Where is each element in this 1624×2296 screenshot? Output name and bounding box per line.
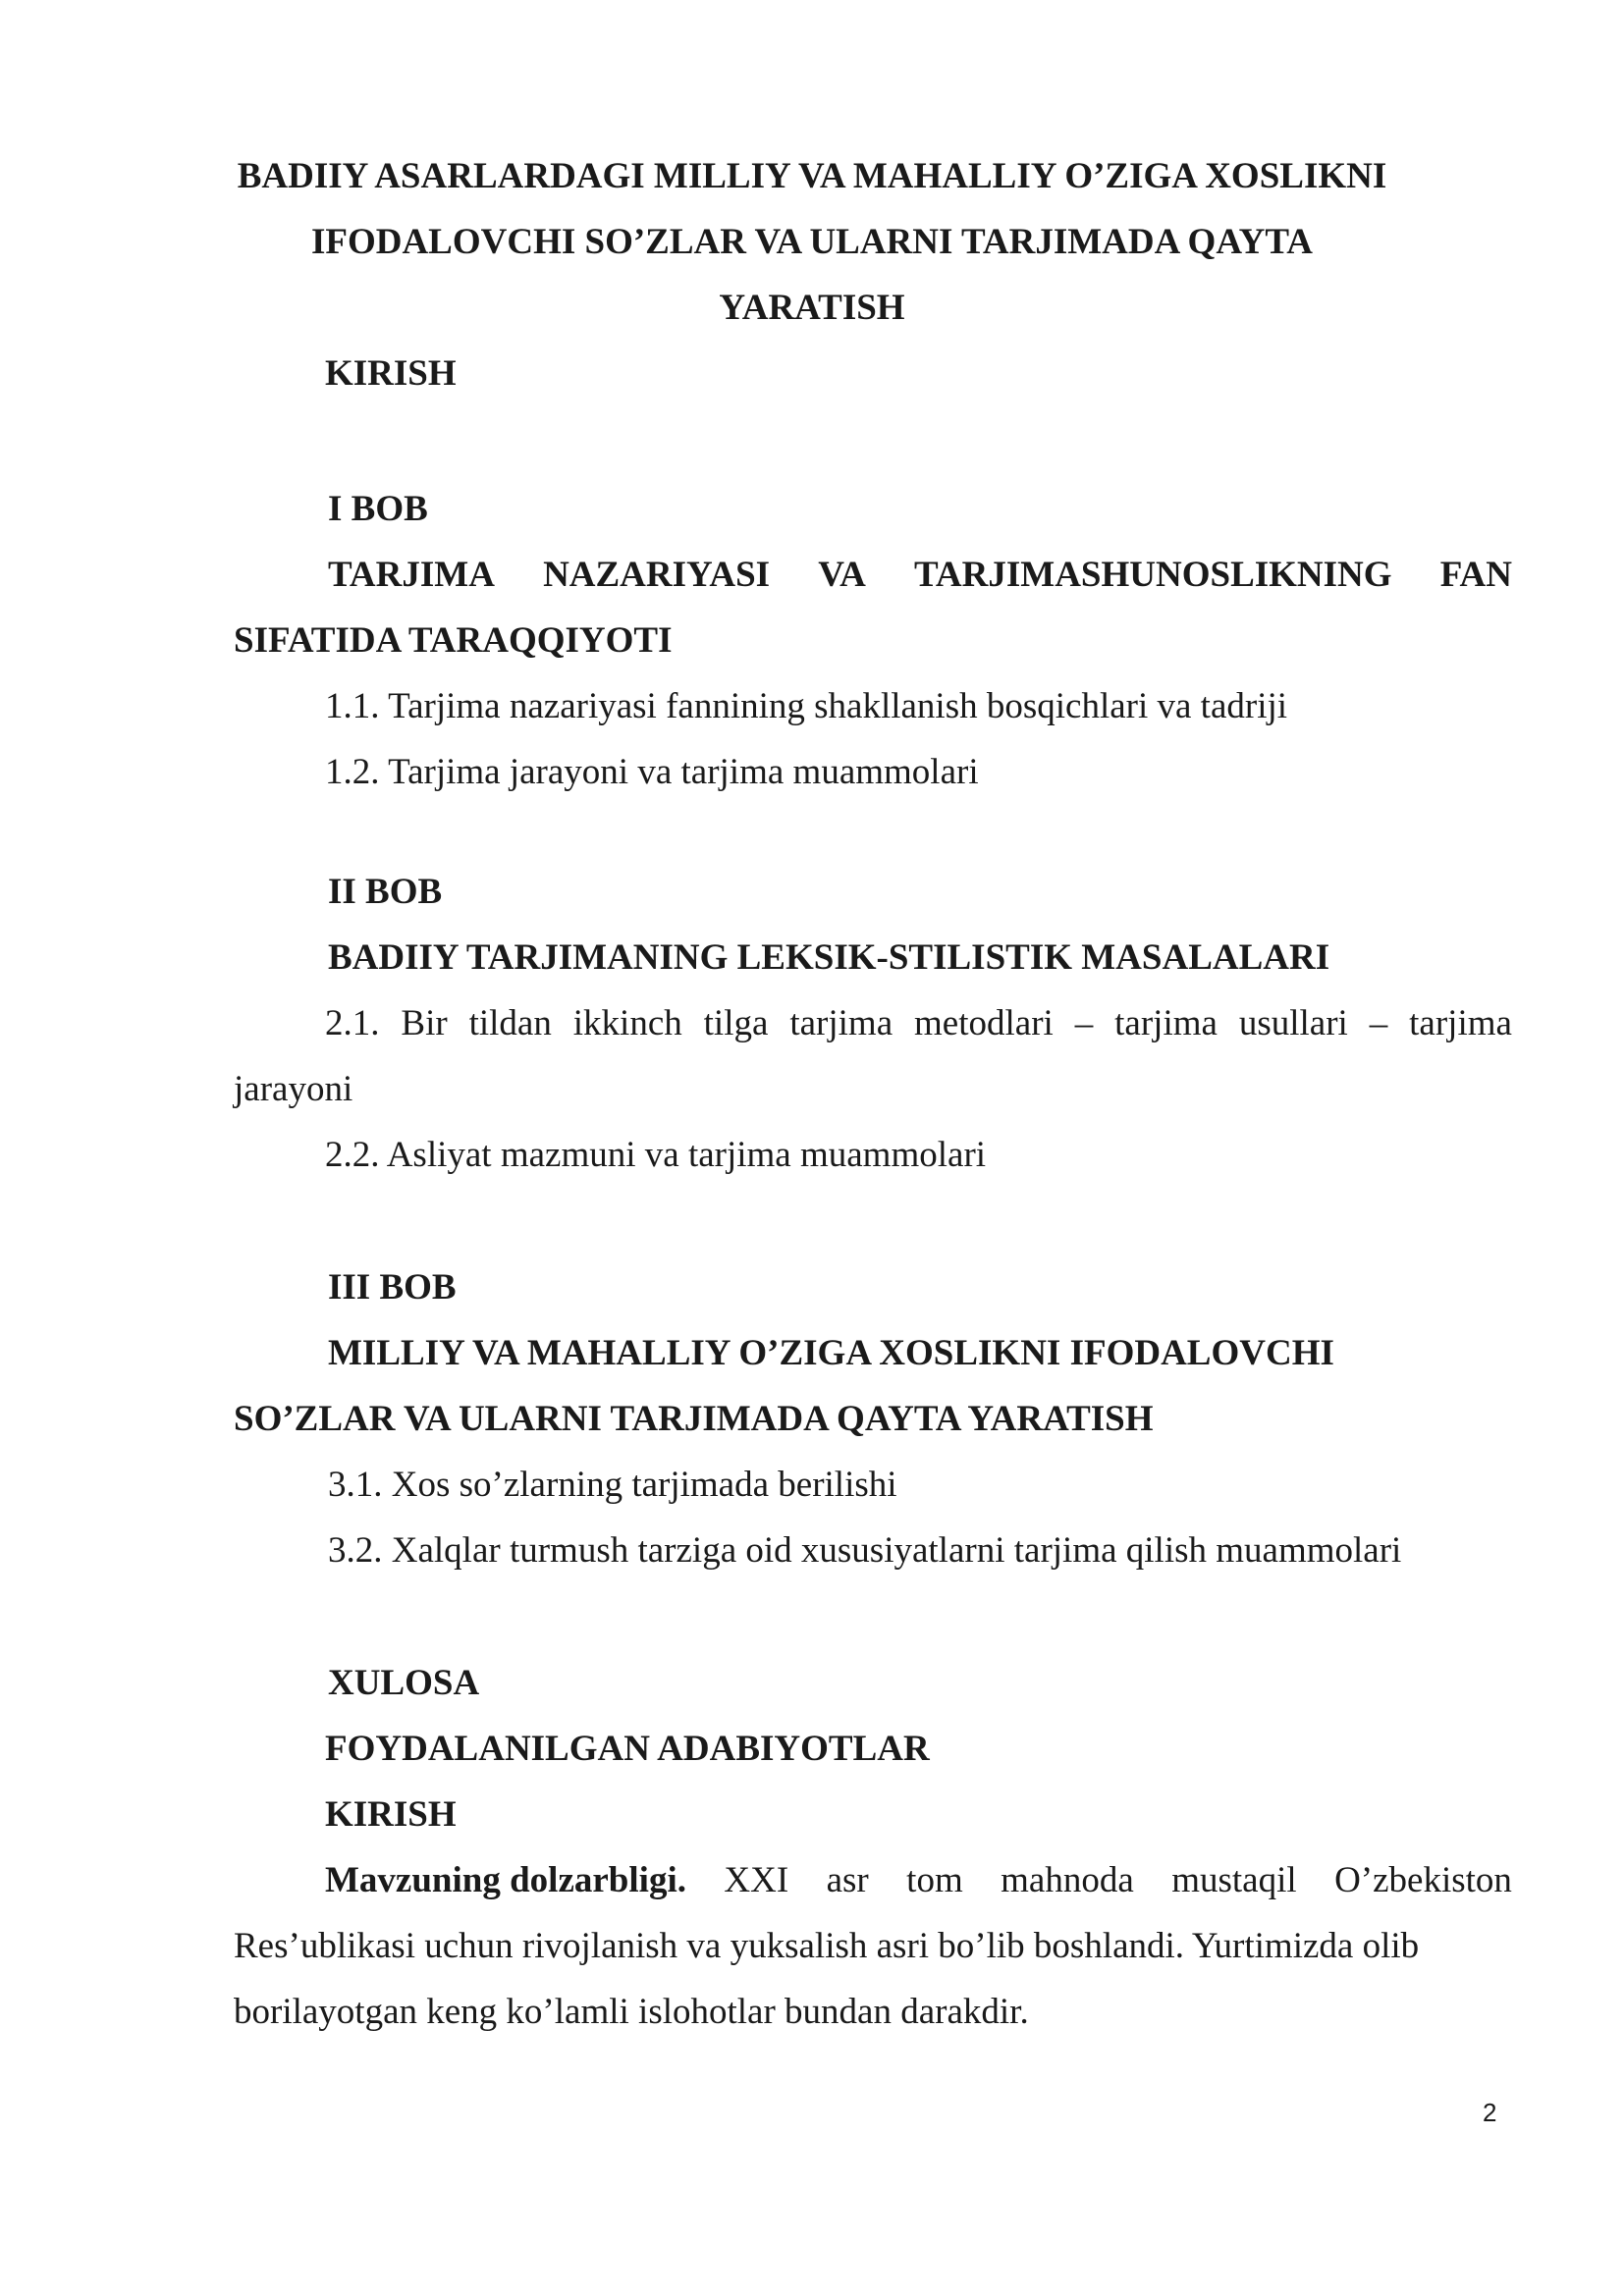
paragraph-line-1 [325, 1859, 1512, 1902]
word: XXI [724, 1860, 789, 1900]
document-title-line-2: IFODALOVCHI SO’ZLAR VA ULARNI TARJIMADA QAYTA [310, 222, 1314, 262]
toc-chapter-2-label: II BOB [328, 872, 443, 912]
page-number: 2 [1483, 2098, 1497, 2127]
toc-section-2-2: 2.2. Asliyat mazmuni va tarjima muammolari [325, 1135, 987, 1175]
toc-section-2-1 [325, 1002, 1512, 1045]
toc-chapter-3-title: MILLIY VA MAHALLIY O’ZIGA XOSLIKNI IFODALOVCHI [328, 1333, 1334, 1373]
word: TARJIMASHUNOSLIKNING [914, 555, 1392, 595]
toc-section-3-1: 3.1. Xos so’zlarning tarjimada berilishi [328, 1465, 897, 1505]
word: asr [826, 1860, 869, 1900]
word: 2.1. [325, 1003, 380, 1043]
toc-chapter-1-label: I BOB [328, 489, 428, 529]
word: VA [818, 555, 866, 595]
toc-section-1-1: 1.1. Tarjima nazariyasi fannining shakllanish bosqichlari va tadriji [325, 686, 1288, 726]
word: TARJIMA [328, 555, 495, 595]
toc-section-2-1-cont: jarayoni [234, 1069, 353, 1109]
paragraph-line-3: borilayotgan keng ko’lamli islohotlar bundan darakdir. [234, 1992, 1029, 2032]
toc-chapter-1-title [328, 554, 1512, 597]
word: usullari [1238, 1003, 1348, 1043]
paragraph-lead: Mavzuning dolzarbligi. [325, 1860, 686, 1900]
document-title-line-3: YARATISH [719, 288, 905, 328]
word: O’zbekiston [1334, 1860, 1512, 1900]
word: tilga [703, 1003, 769, 1043]
word: tildan [468, 1003, 552, 1043]
toc-chapter-3-label: III BOB [328, 1267, 457, 1308]
word: tom [906, 1860, 963, 1900]
document-title-line-1: BADIIY ASARLARDAGI MILLIY VA MAHALLIY O’ZIGA XOSLIKNI [237, 156, 1387, 196]
word: – [1369, 1003, 1388, 1043]
toc-references: FOYDALANILGAN ADABIYOTLAR [325, 1729, 930, 1769]
word: mahnoda [1001, 1860, 1134, 1900]
word: – [1074, 1003, 1094, 1043]
word: tarjima [789, 1003, 893, 1043]
toc-chapter-3-title-cont: SO’ZLAR VA ULARNI TARJIMADA QAYTA YARATISH [234, 1399, 1154, 1439]
word: tarjima [1409, 1003, 1512, 1043]
word: ikkinch [572, 1003, 682, 1043]
toc-section-1-2: 1.2. Tarjima jarayoni va tarjima muammolari [325, 752, 979, 792]
word: metodlari [914, 1003, 1054, 1043]
toc-intro: KIRISH [325, 353, 457, 394]
word: mustaqil [1171, 1860, 1297, 1900]
paragraph-line-2: Res’ublikasi uchun rivojlanish va yuksalish asri bo’lib boshlandi. Yurtimizda olib [234, 1926, 1420, 1966]
toc-conclusion: XULOSA [328, 1663, 480, 1703]
section-heading: KIRISH [325, 1794, 457, 1835]
word: FAN [1439, 555, 1512, 595]
toc-chapter-1-title-cont: SIFATIDA TARAQQIYOTI [234, 620, 673, 661]
word: tarjima [1114, 1003, 1218, 1043]
toc-section-3-2: 3.2. Xalqlar turmush tarziga oid xususiyatlarni tarjima qilish muammolari [328, 1530, 1402, 1571]
toc-chapter-2-title: BADIIY TARJIMANING LEKSIK-STILISTIK MASALALARI [328, 937, 1330, 978]
word: NAZARIYASI [543, 555, 771, 595]
word: Bir [401, 1003, 448, 1043]
